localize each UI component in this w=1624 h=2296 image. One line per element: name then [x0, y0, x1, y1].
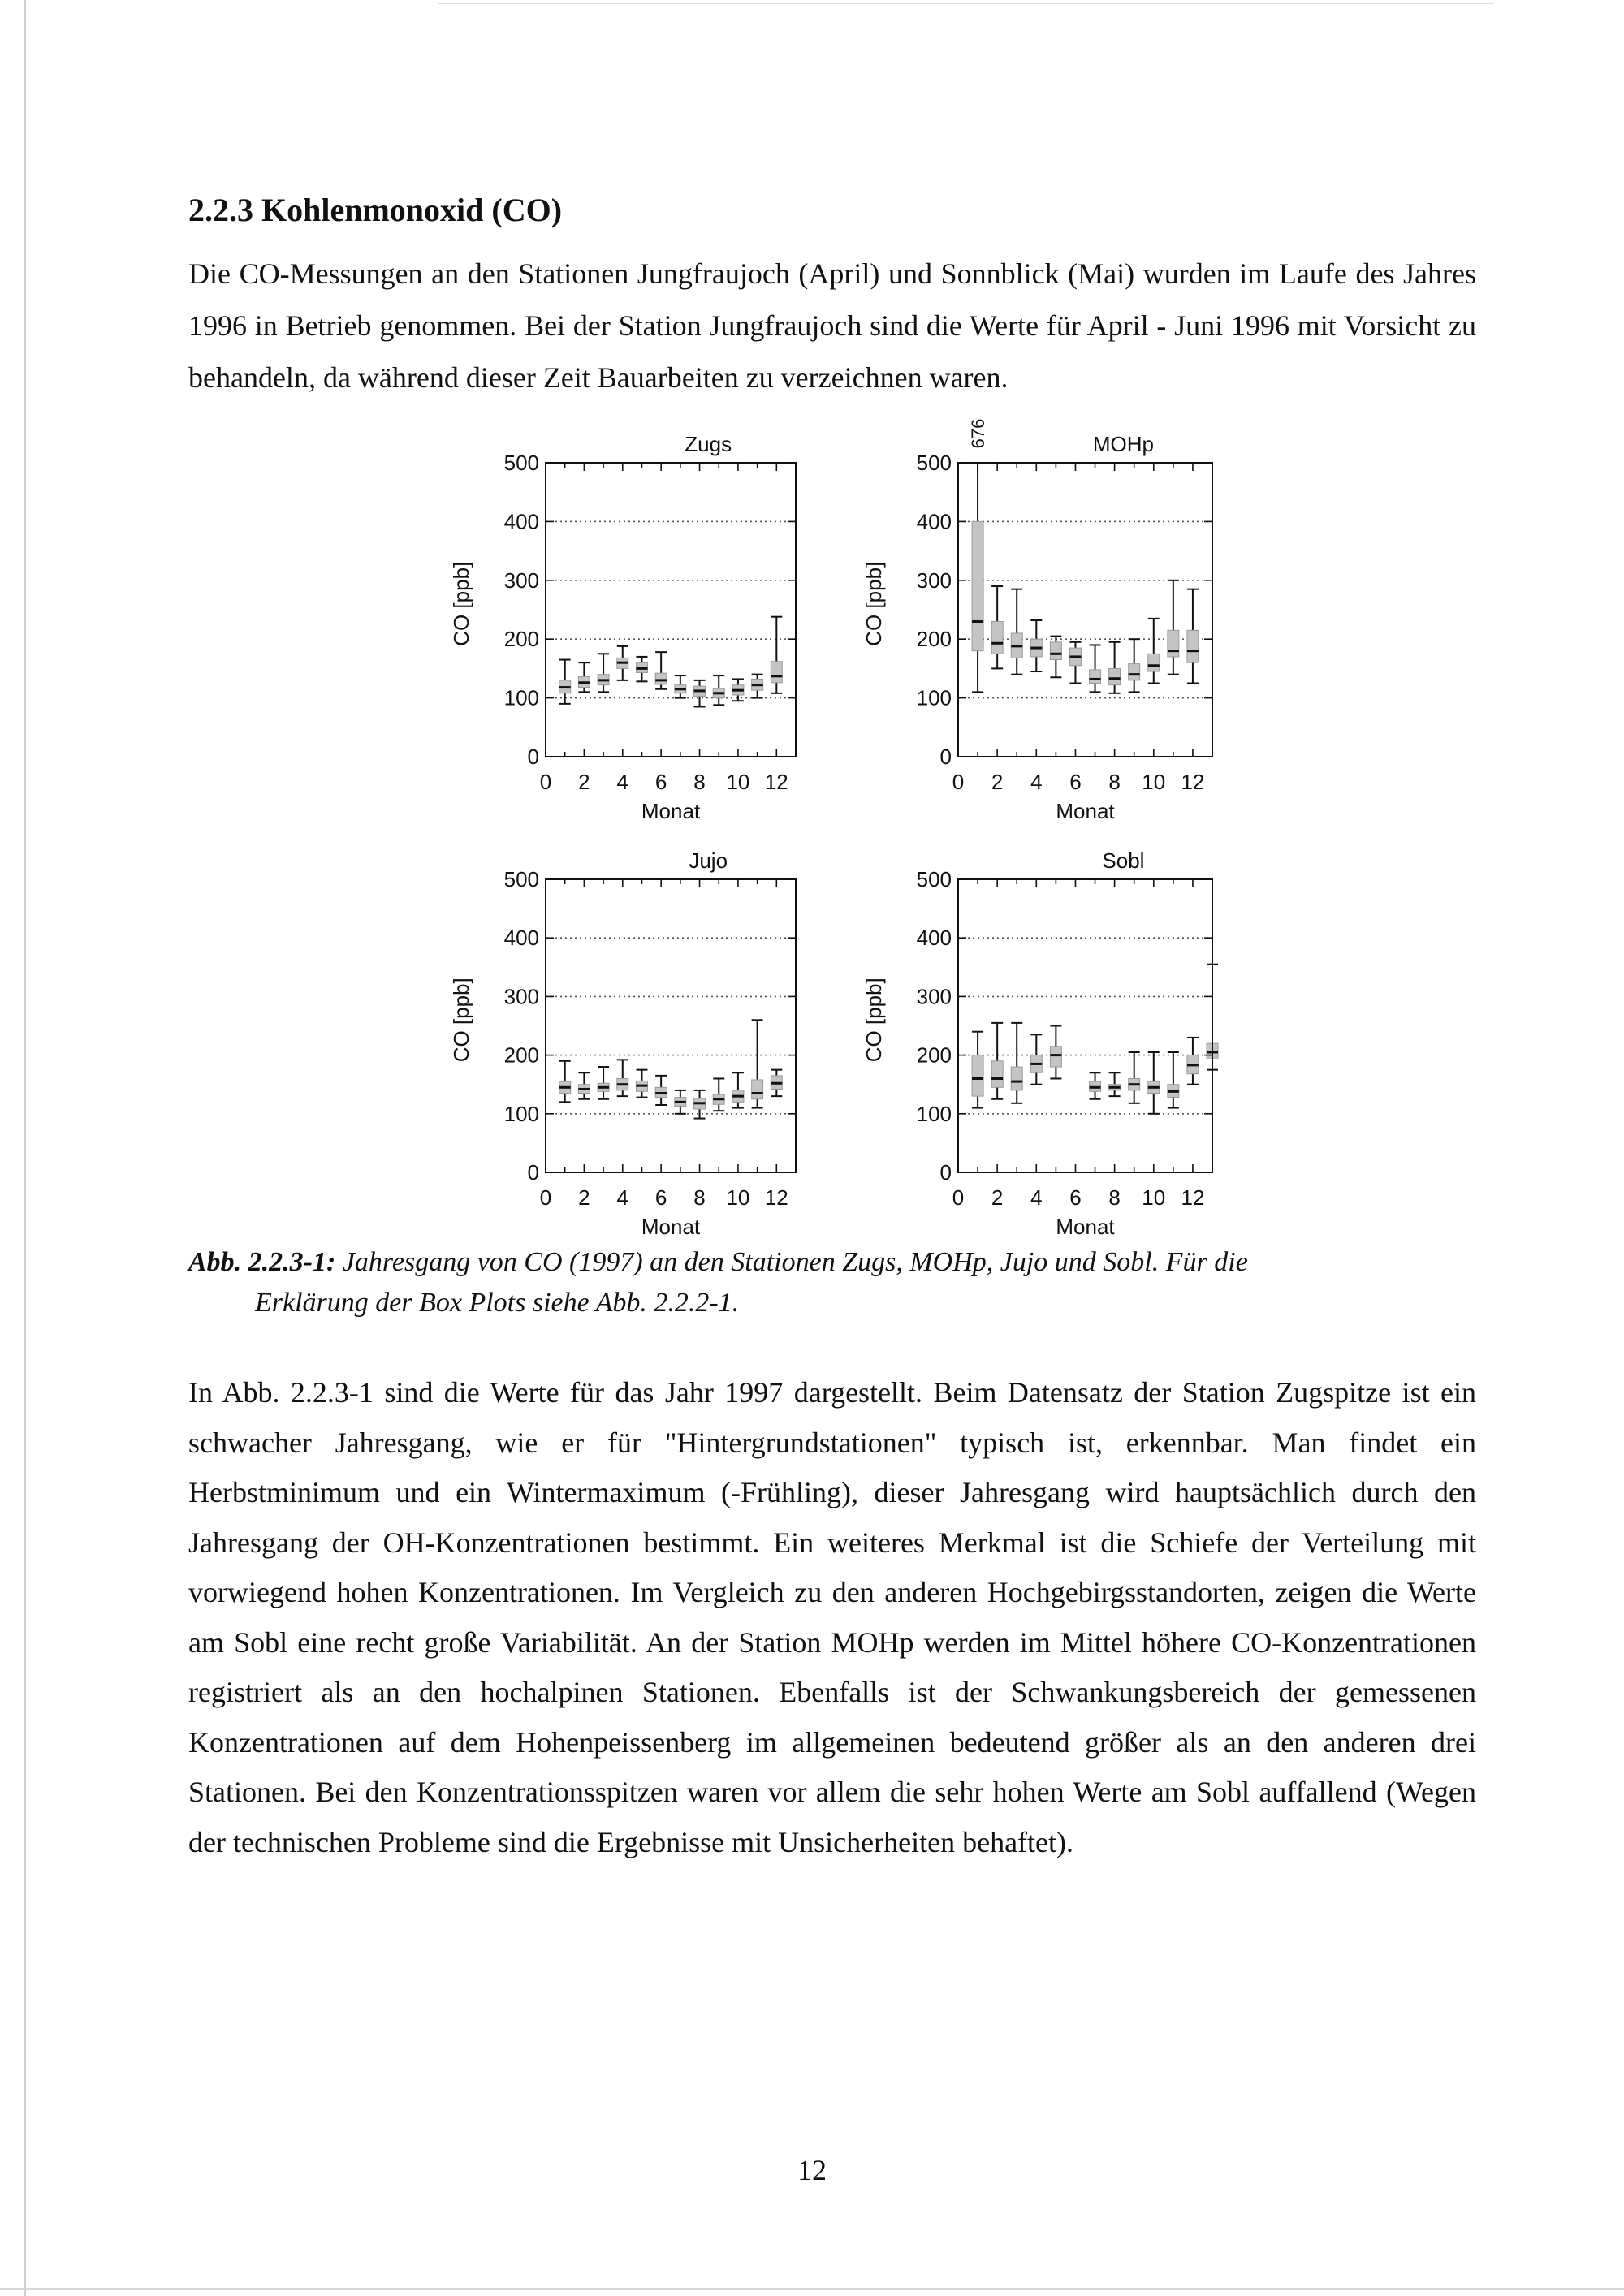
x-axis-label: Monat: [1056, 799, 1115, 823]
box-month-8: [1109, 1072, 1121, 1096]
box-month-12: [771, 617, 782, 693]
box-month-7: [675, 675, 686, 698]
x-tick-label: 12: [764, 1185, 788, 1210]
x-tick-label: 6: [654, 1185, 667, 1210]
y-tick-label: 500: [503, 867, 539, 891]
y-tick-label: 300: [503, 984, 539, 1009]
y-tick-label: 0: [939, 1160, 952, 1185]
x-tick-label: 4: [616, 1185, 629, 1210]
box-month-8: [694, 1090, 706, 1119]
y-tick-label: 100: [503, 1101, 539, 1126]
y-tick-label: 200: [916, 1042, 952, 1068]
box-month-7: [1090, 645, 1101, 692]
y-tick-label: 0: [527, 1160, 539, 1185]
x-axis-label: Monat: [641, 799, 701, 823]
plot-frame: [546, 879, 796, 1172]
x-tick-label: 10: [1142, 1185, 1166, 1210]
caption-label: Abb. 2.2.3-1:: [188, 1247, 336, 1277]
y-axis-label: CO [ppb]: [862, 561, 886, 646]
box-month-9: [713, 1078, 724, 1111]
y-tick-label: 300: [916, 568, 952, 593]
box-iqr: [1090, 670, 1101, 684]
y-tick-label: 400: [916, 509, 952, 534]
section-heading: 2.2.3 Kohlenmonoxid (CO): [188, 192, 563, 228]
box-iqr: [1011, 1067, 1022, 1090]
x-tick-label: 4: [616, 770, 629, 794]
caption-line-1: Jahresgang von CO (1997) an den Stationen Zugs, MOHp, Jujo und Sobl. Für die: [342, 1247, 1248, 1277]
x-tick-label: 4: [1030, 770, 1043, 794]
box-month-1: [972, 1032, 983, 1108]
box-iqr: [1109, 668, 1121, 684]
chart-jujo: [449, 848, 796, 1239]
y-tick-label: 200: [503, 1042, 539, 1068]
box-month-1: [972, 463, 983, 692]
box-month-10: [1148, 1052, 1160, 1114]
box-iqr: [991, 1061, 1003, 1087]
x-tick-label: 2: [991, 1185, 1004, 1210]
box-month-6: [1069, 642, 1081, 684]
y-tick-label: 300: [503, 568, 539, 593]
box-month-12: [1187, 1038, 1199, 1085]
box-month-11: [1168, 580, 1179, 675]
box-month-9: [1129, 1052, 1140, 1103]
x-tick-label: 8: [1108, 1185, 1121, 1210]
box-month-3: [1011, 1023, 1022, 1103]
y-tick-label: 400: [916, 926, 952, 951]
box-month-4: [1030, 1034, 1042, 1084]
x-tick-label: 10: [726, 770, 750, 794]
outlier-annotation: 676: [968, 418, 989, 449]
figure-caption: [188, 1242, 1488, 1323]
chart-sobl: [862, 848, 1218, 1239]
box-iqr: [1168, 630, 1179, 657]
x-tick-label: 0: [539, 770, 552, 794]
box-month-4: [617, 1060, 628, 1096]
box-month-5: [636, 1070, 647, 1098]
y-tick-label: 400: [503, 926, 539, 951]
y-tick-label: 100: [916, 685, 952, 710]
box-month-1: [559, 660, 571, 704]
box-iqr: [1129, 664, 1140, 680]
x-axis-label: Monat: [641, 1215, 701, 1239]
box-iqr: [1050, 1047, 1061, 1067]
x-tick-label: 6: [654, 770, 667, 794]
y-tick-label: 500: [916, 867, 952, 891]
box-month-5: [1050, 637, 1061, 678]
box-iqr: [1050, 642, 1061, 660]
box-month-11: [1168, 1052, 1179, 1108]
box-month-6: [655, 1076, 667, 1105]
x-tick-label: 8: [693, 770, 706, 794]
y-tick-label: 300: [916, 984, 952, 1009]
box-iqr: [991, 621, 1003, 654]
y-tick-label: 200: [503, 627, 539, 652]
x-tick-label: 12: [1181, 1185, 1205, 1210]
box-month-3: [598, 654, 609, 692]
box-month-12: [771, 1070, 782, 1096]
x-tick-label: 6: [1069, 770, 1082, 794]
chart-title: MOHp: [1092, 432, 1155, 456]
x-tick-label: 2: [578, 1185, 590, 1210]
chart-zugs: [449, 432, 796, 823]
box-month-4: [617, 646, 628, 680]
box-month-4: [1030, 620, 1042, 671]
x-tick-label: 8: [693, 1185, 706, 1210]
scan-bottom-edge: [0, 2288, 1624, 2290]
chart-title: Jujo: [689, 848, 728, 873]
y-tick-label: 500: [916, 451, 952, 475]
box-month-11: [752, 675, 763, 698]
box-month-1: [559, 1061, 571, 1103]
y-tick-label: 500: [503, 451, 539, 475]
y-tick-label: 0: [527, 744, 539, 769]
box-month-11: [752, 1020, 763, 1107]
body-paragraph: In Abb. 2.2.3-1 sind die Werte für das Jahr 1997 dargestellt. Beim Datensatz der Station Zugspitze ist ein schwacher Jahresgang, wie er für "Hintergrundstationen" typisch ist, erkennbar. Man findet ein Herbstminimum und ein Wintermaximum (-Frühling), dieser Jahresgang wird hauptsächlich durch den Jahresgang der OH-Konzentrationen bestimmt. Ein weiteres Merkmal ist die Schiefe der Verteilung mit vorwiegend hohen Konzentrationen. Im Vergleich zu den anderen Hochgebirgsstandorten, zeigen die Werte am Sobl eine recht große Variabilität. An der Station MOHp werden im Mittel höhere CO-Konzentrationen registriert als an den hochalpinen Stationen. Ebenfalls ist der Schwankungsbereich der gemessenen Konzentrationen auf dem Hohenpeissenberg im allgemeinen bedeutend größer als an den anderen drei Stationen. Bei den Konzentrationsspitzen waren vor allem die sehr hohen Werte am Sobl auffallend (Wegen der technischen Probleme sind die Ergebnisse mit Unsicherheiten behaftet).: [188, 1376, 1476, 1858]
box-iqr: [1148, 654, 1160, 671]
page-number: 12: [797, 2154, 827, 2186]
x-tick-label: 8: [1108, 770, 1121, 794]
y-axis-label: CO [ppb]: [862, 978, 886, 1063]
box-iqr: [655, 673, 667, 684]
y-axis-label: CO [ppb]: [449, 561, 473, 646]
box-month-5: [636, 657, 647, 681]
x-tick-label: 2: [578, 770, 590, 794]
intro-paragraph: Die CO-Messungen an den Stationen Jungfraujoch (April) und Sonnblick (Mai) wurden im Laufe des Jahres 1996 in Betrieb genommen. Bei der Station Jungfraujoch sind die Werte für April - Juni 1996 mit Vorsicht zu behandeln, da während dieser Zeit Bauarbeiten zu verzeichnen waren.: [188, 257, 1476, 394]
box-month-7: [1090, 1072, 1101, 1098]
box-iqr: [972, 1055, 983, 1097]
box-iqr: [771, 662, 782, 683]
x-tick-label: 10: [1142, 770, 1166, 794]
x-tick-label: 12: [1181, 770, 1205, 794]
box-month-9: [1129, 639, 1140, 692]
box-month-3: [1011, 589, 1022, 675]
box-iqr: [1187, 630, 1199, 662]
plot-frame: [958, 463, 1212, 757]
box-month-2: [578, 1072, 590, 1098]
box-iqr: [972, 521, 983, 650]
plot-frame: [546, 463, 796, 757]
box-month-2: [578, 662, 590, 692]
box-month-2: [991, 1023, 1003, 1099]
box-month-6: [655, 652, 667, 689]
chart-mohp: [862, 419, 1212, 823]
box-month-7: [675, 1090, 686, 1114]
x-tick-label: 10: [726, 1185, 750, 1210]
y-tick-label: 200: [916, 627, 952, 652]
box-month-12: [1187, 589, 1199, 684]
x-tick-label: 4: [1030, 1185, 1043, 1210]
y-tick-label: 400: [503, 509, 539, 534]
x-tick-label: 0: [952, 770, 965, 794]
x-axis-label: Monat: [1056, 1215, 1115, 1239]
x-tick-label: 0: [952, 1185, 965, 1210]
box-month-10: [732, 1072, 744, 1107]
box-month-2: [991, 586, 1003, 668]
box-month-8: [1109, 642, 1121, 693]
x-tick-label: 12: [764, 770, 788, 794]
caption-line-2: Erklärung der Box Plots siehe Abb. 2.2.2-1.: [255, 1288, 740, 1318]
box-month-9: [713, 675, 724, 705]
y-tick-label: 100: [916, 1101, 952, 1126]
box-month-8: [694, 680, 706, 707]
y-axis-label: CO [ppb]: [449, 978, 473, 1063]
chart-title: Zugs: [685, 432, 732, 456]
x-tick-label: 6: [1069, 1185, 1082, 1210]
y-tick-label: 100: [503, 685, 539, 710]
box-month-3: [598, 1067, 609, 1099]
plot-frame: [958, 879, 1212, 1172]
box-iqr: [752, 1080, 763, 1099]
y-tick-label: 0: [939, 744, 952, 769]
x-tick-label: 2: [991, 770, 1004, 794]
box-month-10: [1148, 619, 1160, 684]
x-tick-label: 0: [539, 1185, 552, 1210]
chart-title: Sobl: [1102, 848, 1145, 873]
box-month-5: [1050, 1026, 1061, 1079]
